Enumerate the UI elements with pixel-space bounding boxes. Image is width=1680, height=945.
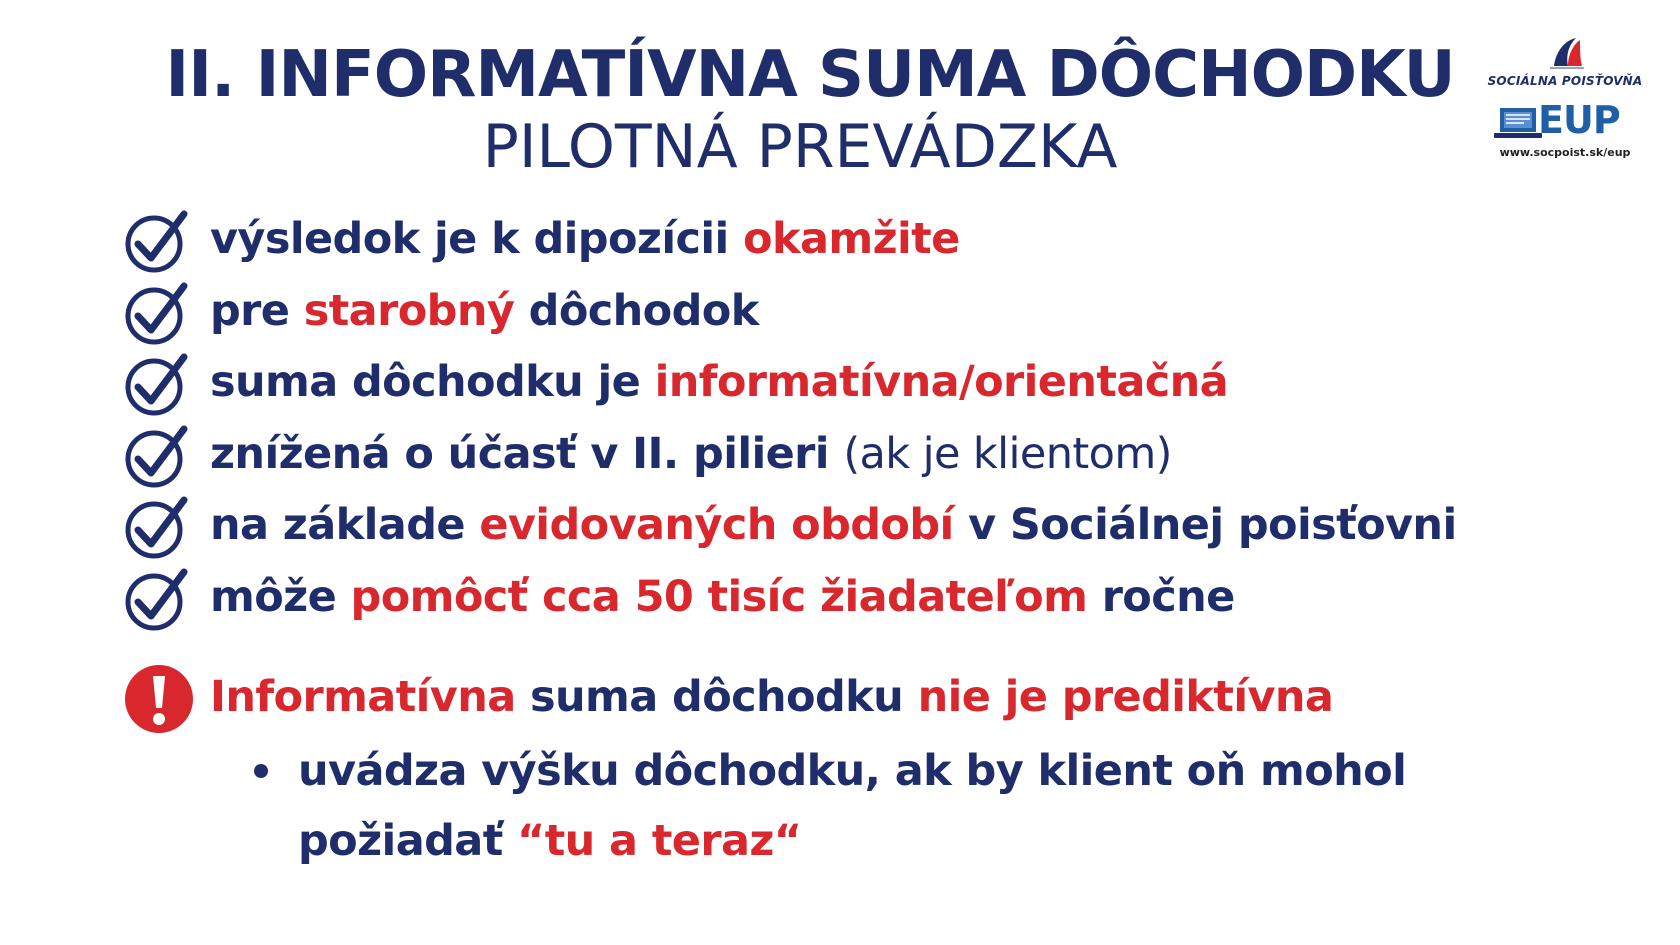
bullet-item [254,736,1554,876]
logo-product-name: EUP [1538,98,1620,142]
warning-text: Informatívna suma dôchodku nie je prediktívna [210,672,1334,722]
laptop-icon [1494,106,1544,140]
logo [1480,36,1650,168]
bullet-dot-icon [254,764,268,778]
list-item-text: pre starobný dôchodok [210,285,759,336]
list-item-text: suma dôchodku je informatívna/orientačná [210,357,1229,407]
page-subtitle: PILOTNÁ PREVÁDZKA [482,112,1118,182]
logo-url: www.socpoist.sk/eup [1499,146,1631,159]
check-circle-icon [124,568,190,632]
list-item-text: výsledok je k dipozícii okamžite [210,214,960,264]
check-circle-icon [124,425,190,489]
check-circle-icon [124,496,190,560]
list-item-text: znížená o účasť v II. pilieri (ak je klientom) [210,428,1172,479]
check-circle-icon [124,282,190,346]
check-circle-icon [124,353,190,417]
list-item-text: na základe evidovaných období v Sociálnej poisťovni [210,500,1457,550]
bullet-line-1: uvádza výšku dôchodku, ak by klient oň mohol [298,746,1407,796]
check-circle-icon [124,210,190,274]
page-title: II. INFORMATÍVNA SUMA DÔCHODKU [165,38,1455,112]
logo-org-name: SOCIÁLNA POISŤOVŇA [1487,74,1643,88]
socialna-poistovna-logo-icon [1546,36,1586,72]
exclamation-circle-icon [124,664,194,734]
bullet-line-2: požiadať “tu a teraz“ [298,816,802,866]
list-item-text: môže pomôcť cca 50 tisíc žiadateľom ročne [210,571,1235,622]
